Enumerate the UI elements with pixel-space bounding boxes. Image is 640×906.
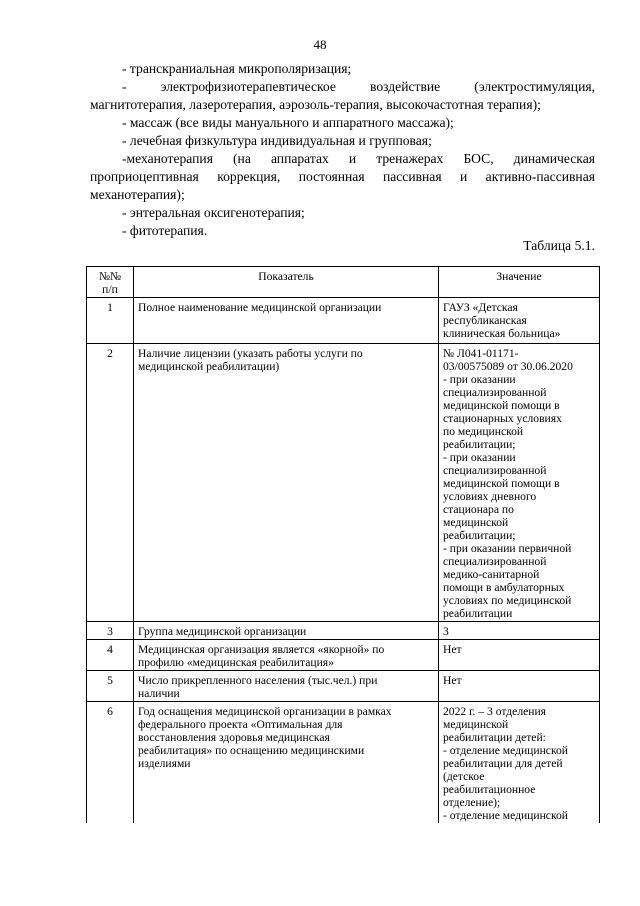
cell-text-line: реабилитации для детей [443, 757, 563, 770]
cell-text-line: Медицинская организация является «якорной» по [138, 643, 385, 656]
row-number-cell [87, 640, 134, 671]
table-row [87, 298, 600, 344]
indicator-cell [134, 702, 439, 824]
cell-text-line: специализированной [443, 464, 547, 477]
page-number: 48 [313, 37, 327, 52]
cell-text-line: реабилитации [443, 607, 513, 620]
cell-text-line: республиканская [443, 314, 527, 327]
cell-text-line: специализированной [443, 386, 547, 399]
cell-text-line: №№ [98, 270, 122, 283]
cell-text-line: реабилитации; [443, 529, 516, 542]
cell-text-line: отделение); [443, 796, 501, 809]
cell-text-line: медицинской реабилитации) [138, 360, 280, 373]
row-number-cell [87, 622, 134, 640]
table-row [87, 622, 600, 640]
cell-text-line: клиническая больница» [443, 327, 561, 340]
cell-text-line: наличии [138, 687, 180, 700]
value-cell [439, 671, 600, 702]
cell-text-line: Полное наименование медицинской организации [138, 301, 382, 314]
cell-text-line: ГАУЗ «Детская [443, 301, 518, 314]
paragraph: - массаж (все виды мануального и аппаратного массажа); [122, 115, 454, 130]
table-row [87, 671, 600, 702]
table-row [87, 640, 600, 671]
cell-text-line: Число прикрепленного населения (тыс.чел.) при [138, 674, 378, 687]
paragraph: - энтеральная оксигенотерапия; [122, 205, 305, 220]
value-cell [439, 622, 600, 640]
cell-text-line: по медицинской [443, 425, 524, 438]
indicator-cell [134, 671, 439, 702]
cell-text-line: 2 [107, 347, 113, 360]
cell-text-line: медицинской [443, 718, 509, 731]
cell-text-line: стационарных условиях [443, 412, 562, 425]
cell-text-line: п/п [102, 283, 118, 296]
cell-text-line: - при оказании [443, 373, 516, 386]
table-row [87, 344, 600, 622]
cell-text-line: Значение [496, 270, 542, 283]
row-number-cell [87, 344, 134, 622]
cell-text-line: Нет [443, 643, 462, 656]
cell-text-line: Наличие лицензии (указать работы услуги по [138, 347, 363, 360]
cell-text-line: 2022 г. – 3 отделения [443, 705, 546, 718]
header-cell [439, 267, 600, 298]
cell-text-line: медицинской помощи в [443, 477, 560, 490]
table-header-row [87, 267, 600, 298]
cell-text-line: специализированной [443, 555, 547, 568]
cell-text-line: 1 [107, 301, 113, 314]
indicator-cell [134, 344, 439, 622]
cell-text-line: условиях по медицинской [443, 594, 572, 607]
cell-text-line: федерального проекта «Оптимальная для [138, 718, 343, 731]
data-table [86, 266, 600, 823]
row-number-cell [87, 671, 134, 702]
cell-text-line: реабилитационное [443, 783, 536, 796]
cell-text-line: медицинской помощи в [443, 399, 560, 412]
table-row [87, 702, 600, 824]
table-caption: Таблица 5.1. [523, 238, 595, 253]
cell-text-line: реабилитации детей: [443, 731, 546, 744]
indicator-cell [134, 298, 439, 344]
cell-text-line: медико-санитарной [443, 568, 540, 581]
body-text [90, 60, 595, 240]
row-number-cell [87, 702, 134, 824]
paragraph: - электрофизиотерапевтическое воздействие (электростимуляция, магнитотерапия, лазеротерапия, аэрозоль-терапия, высокочастотная терапия); [90, 79, 595, 112]
paragraph: - транскраниальная микрополяризация; [122, 61, 352, 76]
cell-text-line: восстановления здоровья медицинская [138, 731, 330, 744]
cell-text-line: Группа медицинской организации [138, 625, 307, 638]
cell-text-line: - при оказании первичной [443, 542, 572, 555]
row-number-cell [87, 298, 134, 344]
cell-text-line: Год оснащения медицинской организации в рамках [138, 705, 392, 718]
cell-text-line: 3 [107, 625, 113, 638]
cell-text-line: - отделение медицинской [443, 744, 568, 757]
indicator-cell [134, 640, 439, 671]
value-cell [439, 640, 600, 671]
cell-text-line: 5 [107, 674, 113, 687]
cell-text-line: реабилитации; [443, 438, 516, 451]
cell-text-line: 03/00575089 от 30.06.2020 [443, 360, 573, 373]
header-cell [87, 267, 134, 298]
value-cell [439, 702, 600, 824]
value-cell [439, 344, 600, 622]
cell-text-line: 3 [443, 625, 449, 638]
cell-text-line: изделиями [138, 757, 191, 770]
value-cell [439, 298, 600, 344]
paragraph: - лечебная физкультура индивидуальная и групповая; [122, 133, 432, 148]
cell-text-line: стационара по [443, 503, 514, 516]
cell-text-line: № Л041-01171- [443, 347, 519, 360]
cell-text-line: - отделение медицинской [443, 809, 568, 822]
header-cell [134, 267, 439, 298]
paragraph: -механотерапия (на аппаратах и тренажерах БОС, динамическая проприоцептивная коррекция, постоянная пассивная и активно-пассивная механотерапия); [90, 151, 595, 202]
indicator-cell [134, 622, 439, 640]
cell-text-line: реабилитация» по оснащению медицинскими [138, 744, 365, 757]
cell-text-line: Показатель [258, 270, 314, 283]
cell-text-line: профилю «медицинская реабилитация» [138, 656, 334, 669]
cell-text-line: 6 [107, 705, 113, 718]
cell-text-line: условиях дневного [443, 490, 537, 503]
cell-text-line: Нет [443, 674, 462, 687]
paragraph: - фитотерапия. [122, 223, 208, 238]
cell-text-line: (детское [443, 770, 485, 783]
cell-text-line: 4 [107, 643, 113, 656]
cell-text-line: помощи в амбулаторных [443, 581, 565, 594]
cell-text-line: медицинской [443, 516, 509, 529]
cell-text-line: - при оказании [443, 451, 516, 464]
